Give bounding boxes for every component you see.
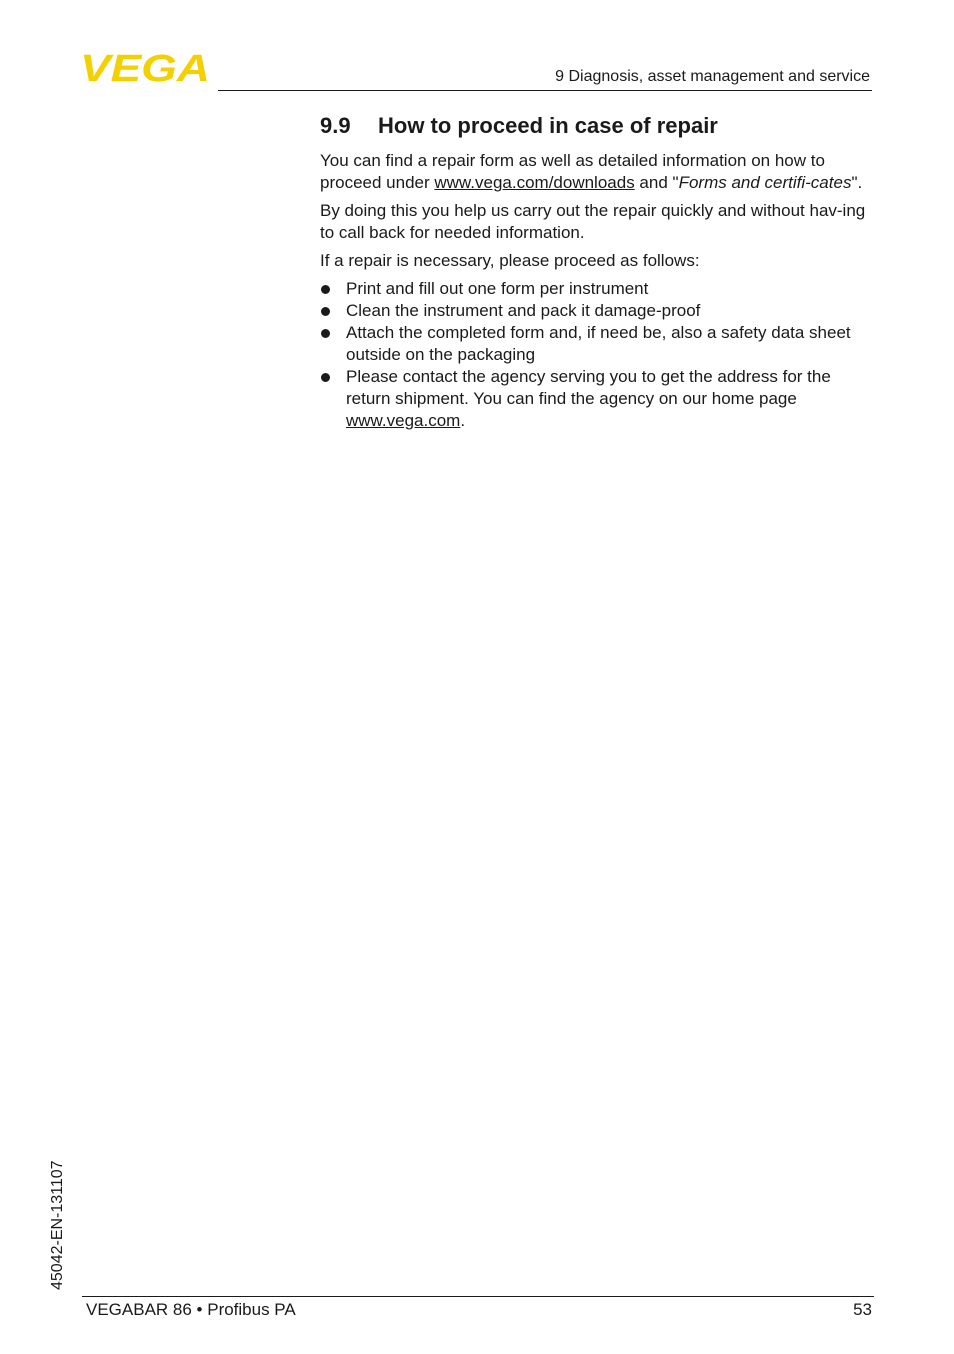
bullet-icon [321,373,330,382]
list-item-text: Attach the completed form and, if need be, also a safety data sheet outside on the packaging [346,323,851,364]
footer-rule [82,1296,874,1297]
vega-logo [80,50,212,84]
paragraph-repair-form [320,150,872,194]
procedure-list [320,278,872,432]
list-item [320,300,872,322]
forms-emphasis: Forms and certifi-cates [678,173,852,192]
section-title: How to proceed in case of repair [378,113,718,138]
homepage-link[interactable]: www.vega.com [346,411,461,430]
section-content [320,110,872,432]
list-item-text: Please contact the agency serving you to get the address for the return shipment. You can find the agency on our home page [346,367,831,408]
header-rule [218,90,872,91]
list-item-text: Clean the instrument and pack it damage-proof [346,301,701,320]
list-item-text: Print and fill out one form per instrument [346,279,649,298]
paragraph-procedure-intro: If a repair is necessary, please proceed as follows: [320,251,700,270]
list-item [320,322,872,366]
bullet-icon [321,307,330,316]
para1-text-before: You can find a repair form as well as detailed information on how to proceed under [320,151,825,192]
paragraph-repair-benefit: By doing this you help us carry out the repair quickly and without hav-ing to call back for needed information. [320,201,866,242]
list-item [320,366,872,432]
list-item [320,278,872,300]
document-code: 45042-EN-131107 [49,1160,66,1290]
running-head: 9 Diagnosis, asset management and service [555,68,870,85]
vega-logo-icon [80,50,212,84]
para1-text-after: ". [851,173,863,192]
page-number: 53 [853,1300,872,1319]
logo-wordmark: VEGA [80,50,210,84]
para1-text-middle: and " [634,173,679,192]
section-heading [320,110,872,142]
downloads-link[interactable]: www.vega.com/downloads [434,173,635,192]
list-item-text-end: . [460,411,466,430]
section-number: 9.9 [320,113,351,138]
bullet-icon [321,329,330,338]
bullet-icon [321,285,330,294]
footer-product: VEGABAR 86 • Profibus PA [86,1300,296,1319]
